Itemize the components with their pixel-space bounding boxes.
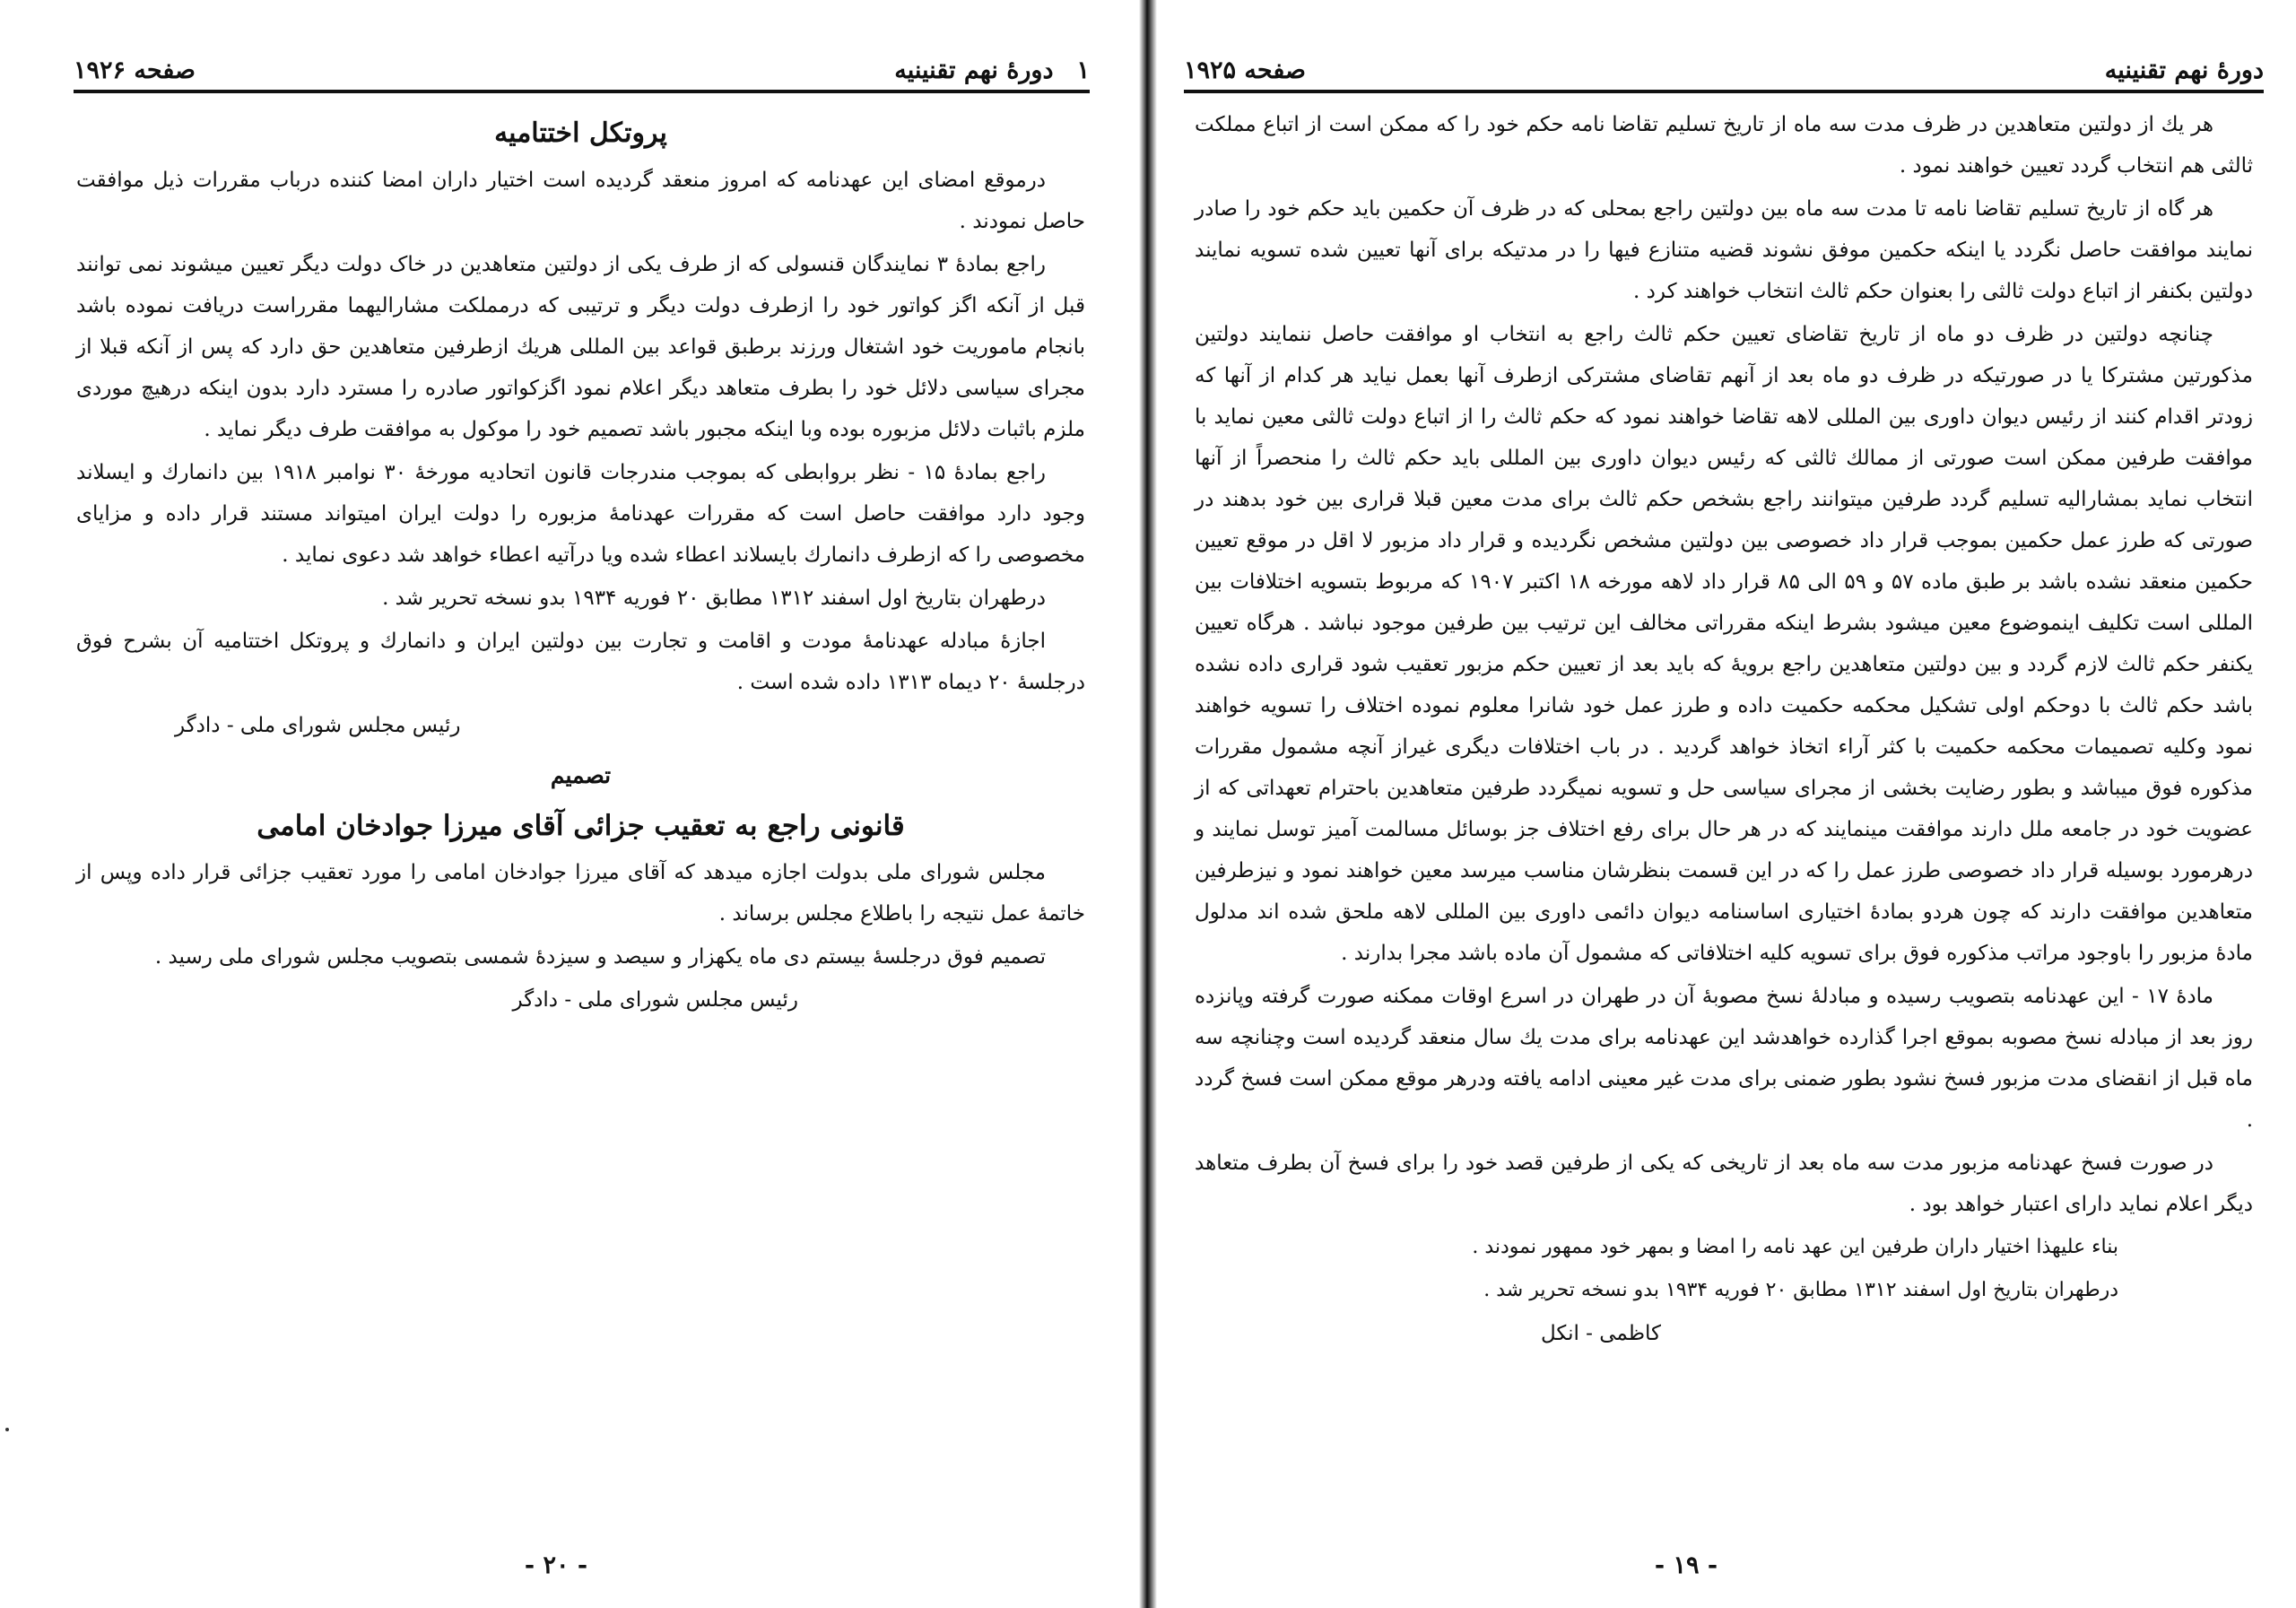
paragraph: مجلس شورای ملی بدولت اجازه میدهد که آقای میرزا جوادخان امامی را مورد تعقیب جزائی قرار داده وپس از خاتمهٔ عمل نتیجه را باطلاع مجلس برساند .	[76, 861, 1085, 926]
paragraph: راجع بمادهٔ ۳ نمایندگان قنسولی که از طرف یکی از دولتین متعاهدین در خاک دولت دیگر تعیین میشوند نمی توانند قبل از آنکه اگز کواتور خود را ازطرف دولت دیگر و ترتیبی که درمملکت مشارالیهما مقرراست دریافت نموده باشد بانجام ماموریت خود اشتغال ورزند برطبق قواعد بین المللی هریك ازطرفین متعاهدین حق دارد که پس از آنکه قبلا از مجرای سیاسی دلائل خود را بطرف متعاهد دیگر اعلام نمود اگزکواتور صادره را مسترد دارد بدون اینکه درهیچ موردی ملزم باثبات دلائل مزبوره بوده وبا اینکه مجبور باشد تصمیم خود را موکول به موافقت طرف دیگر نماید .	[76, 253, 1085, 441]
paragraph: هر یك از دولتین متعاهدین در ظرف مدت سه ماه از تاریخ تسلیم تقاضا نامه حکم خود را که ممکن است از اتباع مملکت ثالثی هم انتخاب گردد تعیین خواهند نمود .	[1195, 113, 2253, 178]
decision-title: تصمیم	[550, 762, 612, 788]
protocol-title: پروتکل اختتامیه	[494, 117, 667, 149]
header-page-number: صفحه ۱۹۲۶	[74, 56, 196, 84]
header-title: دورهٔ نهم تقنینیه	[894, 56, 1054, 84]
header-mark: ۱	[1076, 56, 1090, 84]
book-spine	[1139, 0, 1157, 1608]
signature: رئیس مجلس شورای ملی - دادگر	[175, 714, 461, 737]
signature: رئیس مجلس شورای ملی - دادگر	[512, 988, 798, 1012]
signatories: کاظمی - انکل	[1540, 1322, 1661, 1345]
paragraph: درطهران بتاریخ اول اسفند ۱۳۱۲ مطابق ۲۰ فوریه ۱۹۳۴ بدو نسخه تحریر شد .	[382, 587, 1046, 610]
page-header	[1184, 47, 2264, 93]
paragraph: اجازهٔ مبادله عهدنامهٔ مودت و اقامت و تجارت بین دولتین ایران و دانمارك و پروتکل اختتامیه آن بشرح فوق درجلسهٔ ۲۰ دیماه ۱۳۱۳ داده شده است .	[76, 630, 1085, 694]
law-title: قانونی راجع به تعقیب جزائی آقای میرزا جوادخان امامی	[257, 810, 905, 842]
paragraph: تصمیم فوق درجلسهٔ بیستم دی ماه یکهزار و سیصد و سیزدهٔ شمسی بتصویب مجلس شورای ملی رسید .	[154, 945, 1046, 969]
header-page-number: صفحه ۱۹۲۵	[1184, 56, 1306, 84]
scan-speck	[5, 1428, 9, 1431]
closing-line: بناء علیهذا اختیار داران طرفین این عهد نامه را امضا و بمهر خود ممهور نمودند .	[1472, 1236, 2118, 1258]
header-title-group	[894, 56, 1090, 84]
paragraph: مادهٔ ۱۷ - این عهدنامه بتصویب رسیده و مبادلهٔ نسخ مصوبهٔ آن در طهران در اسرع اوقات ممکنه صورت گرفته وپانزده روز بعد از مبادله نسخ مصوبه بموقع اجرا گذارده خواهدشد این عهدنامه برای مدت یك سال منعقد گردیده است وچنانچه سه ماه قبل از انقضای مدت مزبور فسخ نشود بطور ضمنی برای مدت غیر معینی ادامه یافته ودرهر موقع ممکن است فسخ گردد .	[1195, 985, 2253, 1132]
right-page	[1157, 0, 2296, 1608]
closing-line: درطهران بتاریخ اول اسفند ۱۳۱۲ مطابق ۲۰ فوریه ۱۹۳۴ بدو نسخه تحریر شد .	[1483, 1279, 2118, 1301]
header-title: دورهٔ نهم تقنینیه	[2104, 56, 2264, 84]
paragraph: چنانچه دولتین در ظرف دو ماه از تاریخ تقاضای تعیین حکم ثالث راجع به انتخاب او موافقت حاصل ننمایند دولتین مذکورتین مشترکا یا در صورتیکه در ظرف دو ماه بعد از آنهم تقاضای مشترکی ازطرف آنها بعمل نیاید هر کدام از آنها که زودتر اقدام کنند از رئیس دیوان داوری بین المللی لاهه تقاضا خواهند نمود که حکم ثالث را از اتباع دولت ثالثی معین نماید با موافقت طرفین ممکن است صورتی از ممالك ثالثی که رئیس دیوان داوری بین المللی باید حکم ثالث را منحصراً از آنها انتخاب نماید بمشارالیه تسلیم گردد طرفین میتوانند راجع بشخص حکم ثالث برای مدت معین قبلا قراری بین خود بدهند در صورتی که طرز عمل حکمین بموجب قرار داد خصوصی بین دولتین مشخص نگردیده و قرار داد مزبور لا اقل در موقع تعیین حکمین منعقد نشده باشد بر طبق ماده ۵۷ و ۵۹ الی ۸۵ قرار داد لاهه مورخه ۱۸ اکتبر ۱۹۰۷ که مربوط بتسویه اختلافات بین المللی است تکلیف اینموضوع معین میشود بشرط اینکه مقرراتی مخالف این ترتیب بین طرفین موجود نباشد . هرگاه تعیین یکنفر حکم ثالث لازم گردد و بین دولتین متعاهدین راجع برویهٔ که باید بعد از تعیین حکم مزبور تعقیب شود قراری داده نشده باشد حکم ثالث با دوحکم اولی تشکیل محکمه حکمیت داده و طرز عمل خود شانرا معلوم نموده اختلاف را تسویه خواهند نمود وکلیه تصمیمات محکمه حکمیت با کثر آراء اتخاذ خواهد گردید . در باب اختلافات دیگری غیراز آنچه مشمول مقررات مذکوره فوق میباشد و بطور رضایت بخشی از مجرای سیاسی حل و تسویه نمیگردد طرفین متعاهدین باحترام تعهداتی که از عضویت خود در جامعه ملل دارند موافقت مینمایند که در هر حال برای رفع اختلاف جز بوسائل مسالمت آمیز توسل نمایند و درهرمورد بوسیله قرار داد خصوصی طرز عمل را که در این قسمت بنظرشان مناسب میرسد معین خواهند نمود و نیزطرفین متعاهدین موافقت دارند که چون هردو بمادهٔ اختیاری اساسنامه دیوان دائمی داوری بین المللی لاهه ملحق شده اند مدلول مادهٔ مزبور را باوجود مراتب مذکوره فوق برای تسویه کلیه اختلافاتی که مشمول آن ماده باشد مجرا بدارند .	[1195, 323, 2253, 965]
paragraph: درموقع امضای این عهدنامه که امروز منعقد گردیده است اختیار داران امضا کننده درباب مقررات ذیل موافقت حاصل نمودند .	[76, 169, 1085, 233]
paragraph: هر گاه از تاریخ تسلیم تقاضا نامه تا مدت سه ماه بین دولتین راجع بمحلی که در ظرف آن حکمین باید حکم خود را صادر نمایند موافقت حاصل نگردد یا اینکه حکمین موفق نشوند قضیه متنازع فیها را در مدتیکه برای آنها تعیین شده تسویه نمایند دولتین بکنفر از اتباع دولت ثالثی را بعنوان حکم ثالث انتخاب خواهند کرد .	[1195, 197, 2253, 303]
paragraph: راجع بمادهٔ ۱۵ - نظر بروابطی که بموجب مندرجات قانون اتحادیه مورخهٔ ۳۰ نوامبر ۱۹۱۸ بین دانمارك و ایسلاند وجود دارد موافقت حاصل است که مقررات عهدنامهٔ مزبوره را دولت ایران امیتواند مستند قرار داده و مزایای مخصوصی را که ازطرف دانمارك بایسلاند اعطاء شده ویا درآتیه اعطاء خواهد شد دعوی نماید .	[76, 461, 1085, 567]
page-body	[76, 104, 1085, 1021]
page-number: - ۲۰ -	[524, 1552, 588, 1579]
paragraph: در صورت فسخ عهدنامه مزبور مدت سه ماه بعد از تاریخی که یکی از طرفین قصد خود را برای فسخ آن بطرف متعاهد دیگر اعلام نماید دارای اعتبار خواهد بود .	[1195, 1152, 2253, 1216]
page-body	[1195, 104, 2253, 1356]
page-number: - ۱۹ -	[1654, 1552, 1718, 1579]
page-header	[74, 47, 1090, 93]
left-page	[0, 0, 1139, 1608]
